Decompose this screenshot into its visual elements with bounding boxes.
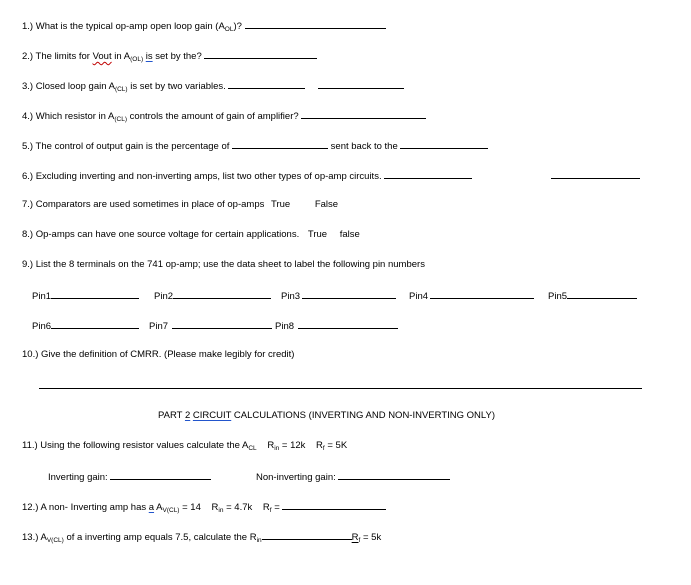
answer-6b-blank[interactable]: [551, 178, 640, 179]
q11-text: 11.) Using the following resistor values calculate the A: [22, 440, 249, 451]
q12-av-subscript: V(CL): [162, 507, 180, 514]
answer-12-blank[interactable]: [282, 500, 386, 510]
question-4: [22, 109, 426, 123]
pin8-label: Pin8: [275, 321, 295, 332]
inverting-gain-label: Inverting gain:: [48, 472, 108, 483]
answer-3a-blank[interactable]: [228, 79, 305, 89]
q11-rf-subscript: f: [322, 445, 325, 452]
noninverting-gain-label: Non-inverting gain:: [256, 472, 336, 483]
pin1-label: Pin1: [32, 291, 52, 302]
q11-rf: R: [316, 440, 323, 451]
q8-option-false[interactable]: false: [339, 229, 360, 240]
q7-option-true[interactable]: True: [271, 199, 291, 210]
pin7-blank[interactable]: [172, 319, 272, 329]
part2-circuit: CIRCUIT: [192, 410, 232, 421]
q12-av-value: = 14: [179, 502, 201, 513]
q13-rf-subscript: f: [358, 537, 361, 544]
pin4-field: [409, 289, 534, 303]
pin1-field: [32, 289, 139, 303]
q3-subscript: (CL): [114, 86, 128, 93]
q11-rin-value: = 12k: [279, 440, 306, 451]
question-6: [22, 169, 472, 183]
q12-rin-value: = 4.7k: [223, 502, 253, 513]
question-2: [22, 49, 317, 63]
q2-text-mid: in A: [111, 51, 131, 62]
answer-5a-blank[interactable]: [232, 139, 328, 149]
q8-option-true[interactable]: True: [307, 229, 328, 240]
q3-text: 3.) Closed loop gain A: [22, 81, 115, 92]
noninverting-gain-blank[interactable]: [338, 470, 450, 480]
q4-text-end: controls the amount of gain of amplifier?: [127, 111, 299, 122]
q12-rf-subscript: f: [269, 507, 272, 514]
question-13: [22, 530, 381, 544]
answer-5b-blank[interactable]: [400, 139, 488, 149]
q2-subscript: (OL): [130, 56, 144, 63]
pin3-blank[interactable]: [302, 289, 396, 299]
q12-text: 12.) A non- Inverting amp has: [22, 502, 149, 513]
q1-subscript: OL: [224, 26, 234, 33]
q2-text: 2.) The limits for: [22, 51, 93, 62]
q13-rf: R: [351, 532, 359, 543]
inverting-gain-field: [48, 470, 211, 484]
q11-rf-value: = 5K: [324, 440, 348, 451]
q12-av: A: [154, 502, 163, 513]
pin6-blank[interactable]: [51, 319, 139, 329]
noninverting-gain-field: [256, 470, 450, 484]
q12-rin: R: [211, 502, 219, 513]
part2-text-end: CALCULATIONS (INVERTING AND NON-INVERTING ONLY): [231, 410, 495, 421]
q13-text-mid: of a inverting amp equals 7.5, calculate the R: [63, 532, 257, 543]
q8-text: 8.) Op-amps can have one source voltage for certain applications.: [22, 229, 300, 240]
question-3: [22, 79, 404, 93]
question-7: [22, 199, 338, 211]
pin2-label: Pin2: [154, 291, 174, 302]
q2-vout: Vout: [92, 51, 112, 62]
q11-rin: R: [267, 440, 275, 451]
q5-text: 5.) The control of output gain is the percentage of: [22, 141, 230, 152]
q12-rf-value: =: [271, 502, 280, 513]
q7-option-false[interactable]: False: [314, 199, 339, 210]
pin8-field: [275, 319, 398, 333]
pin7-label: Pin7: [149, 321, 169, 332]
q3-text-end: is set by two variables.: [127, 81, 226, 92]
question-8: [22, 229, 360, 241]
q13-av-subscript: V(CL): [46, 537, 64, 544]
q10-text: 10.) Give the definition of CMRR. (Please make legibly for credit): [22, 349, 295, 360]
pin6-field: [32, 319, 139, 333]
part-2-heading: [158, 410, 495, 422]
question-5: [22, 139, 488, 153]
question-10: [22, 349, 294, 361]
question-9: [22, 259, 425, 271]
pin4-blank[interactable]: [430, 289, 534, 299]
q13-rin-subscript: in: [256, 537, 262, 544]
q12-a: a: [148, 502, 155, 513]
q12-rf: R: [262, 502, 270, 513]
q7-text: 7.) Comparators are used sometimes in place of op-amps: [22, 199, 265, 210]
q4-subscript: (CL): [114, 116, 128, 123]
pin6-label: Pin6: [32, 321, 52, 332]
question-11: [22, 440, 347, 452]
q12-rin-subscript: in: [218, 507, 224, 514]
q4-text: 4.) Which resistor in A: [22, 111, 115, 122]
pin3-field: [281, 289, 396, 303]
answer-4-blank[interactable]: [301, 109, 426, 119]
q6-text: 6.) Excluding inverting and non-inverting amps, list two other types of op-amp circuits.: [22, 171, 382, 182]
question-1-text: 1.) What is the typical op-amp open loop gain (A: [22, 21, 225, 32]
answer-3b-blank[interactable]: [318, 79, 404, 89]
q1-text-end: )?: [233, 21, 242, 32]
q13-rf-value: = 5k: [360, 532, 382, 543]
pin4-label: Pin4: [409, 291, 429, 302]
q9-text: 9.) List the 8 terminals on the 741 op-amp; use the data sheet to label the following pin numbers: [22, 259, 425, 270]
q2-text-end: set by the?: [152, 51, 202, 62]
answer-13-blank[interactable]: [262, 530, 352, 540]
q11-rin-subscript: in: [274, 445, 280, 452]
answer-10-line[interactable]: [39, 388, 642, 389]
pin5-field: [548, 289, 637, 303]
inverting-gain-blank[interactable]: [110, 470, 211, 480]
part2-number: 2: [184, 410, 191, 421]
pin5-blank[interactable]: [567, 289, 637, 299]
question-12: [22, 500, 386, 514]
q2-is: is: [145, 51, 153, 62]
pin1-blank[interactable]: [51, 289, 139, 299]
answer-1-blank[interactable]: [245, 19, 386, 29]
part2-text: PART: [158, 410, 185, 421]
pin7-field: [149, 319, 272, 333]
pin8-blank[interactable]: [298, 319, 398, 329]
pin2-field: [154, 289, 271, 303]
answer-6a-blank[interactable]: [384, 169, 472, 179]
q13-text: 13.) A: [22, 532, 47, 543]
answer-2-blank[interactable]: [204, 49, 317, 59]
q11-acl-subscript: CL: [248, 445, 257, 452]
pin3-label: Pin3: [281, 291, 301, 302]
question-1: [22, 19, 386, 33]
q5-text-mid: sent back to the: [330, 141, 398, 152]
pin2-blank[interactable]: [173, 289, 271, 299]
pin5-label: Pin5: [548, 291, 568, 302]
